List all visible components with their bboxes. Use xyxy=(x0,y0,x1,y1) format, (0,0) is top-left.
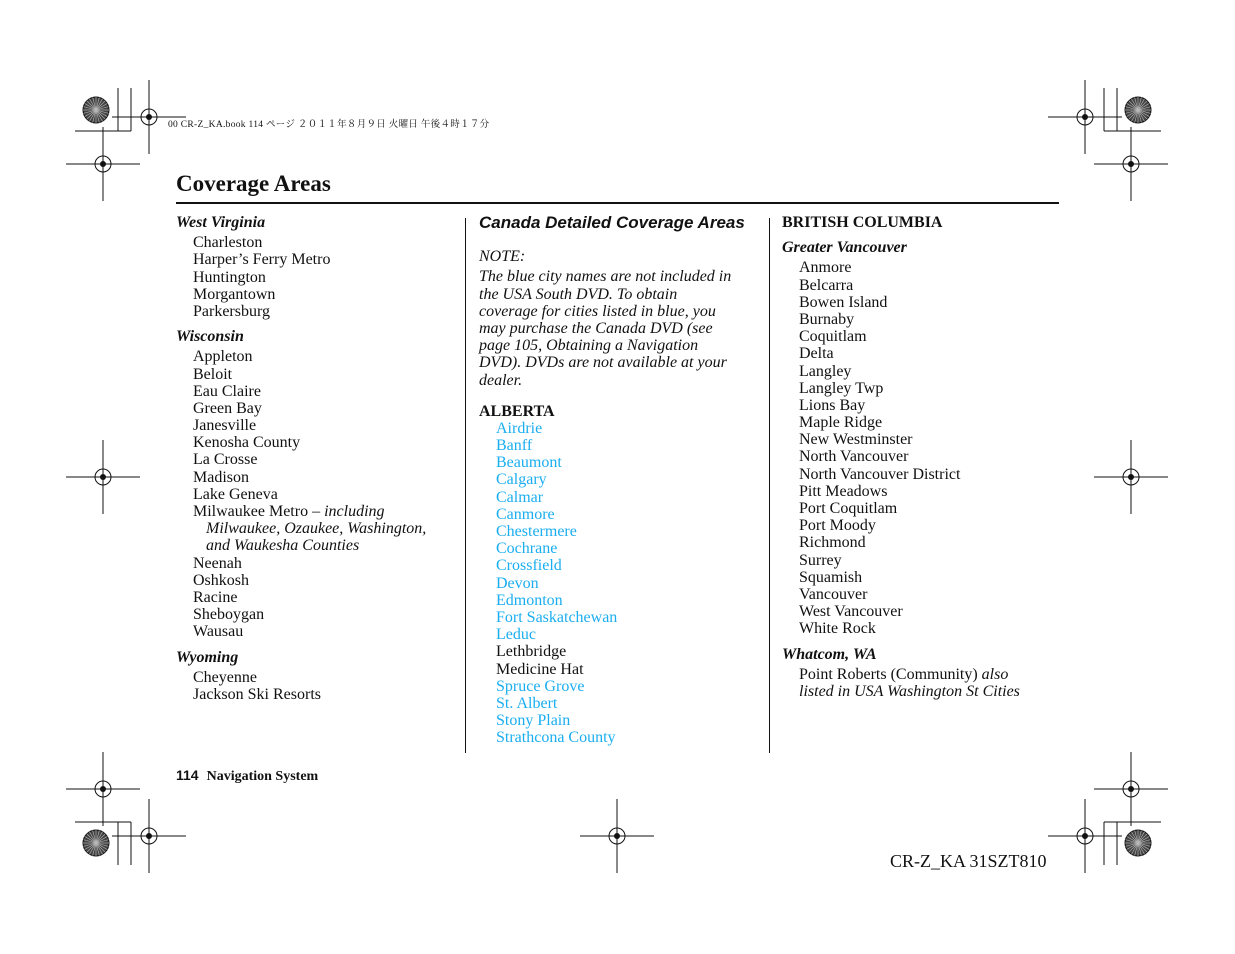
note-text xyxy=(479,372,745,389)
line-note: also xyxy=(981,665,1009,683)
city-item xyxy=(479,437,745,454)
city-item xyxy=(782,620,1020,637)
city-item xyxy=(176,366,426,383)
line-text: Madison xyxy=(193,468,249,486)
title-rule xyxy=(176,202,1059,204)
line-text: Delta xyxy=(799,345,834,363)
city-item xyxy=(782,448,1020,465)
line-text: The blue city names are not included in xyxy=(479,268,732,286)
line-text: White Rock xyxy=(799,620,876,638)
line-text: Anmore xyxy=(799,259,852,277)
line-text: Chestermere xyxy=(496,523,577,540)
line-text: Bowen Island xyxy=(799,293,888,311)
line-text: Huntington xyxy=(193,268,266,286)
city-item xyxy=(479,643,745,660)
line-text: Lake Geneva xyxy=(193,485,278,503)
city-item xyxy=(782,603,1020,620)
city-item xyxy=(782,397,1020,414)
city-item xyxy=(479,661,745,678)
line-text: Crossfield xyxy=(496,557,562,575)
city-item xyxy=(782,483,1020,500)
line-text: Whatcom, WA xyxy=(782,645,877,663)
line-text: Stony Plain xyxy=(496,712,571,730)
line-text: La Crosse xyxy=(193,451,258,469)
line-text: New Westminster xyxy=(799,431,913,449)
line-text: Lions Bay xyxy=(799,396,866,414)
note-label xyxy=(479,248,745,265)
line-text: Janesville xyxy=(193,417,257,435)
line-text: Coquitlam xyxy=(799,328,867,346)
city-item xyxy=(782,277,1020,294)
line-text: the USA South DVD. To obtain xyxy=(479,285,678,303)
city-item xyxy=(782,466,1020,483)
line-text: Beaumont xyxy=(496,454,562,472)
line-text: and Waukesha Counties xyxy=(206,537,360,555)
city-item xyxy=(176,383,426,400)
city-item xyxy=(479,712,745,729)
line-text: Cheyenne xyxy=(193,668,257,686)
column-divider xyxy=(465,218,466,753)
line-text: Parkersburg xyxy=(193,302,271,320)
city-item xyxy=(782,569,1020,586)
city-item xyxy=(782,345,1020,362)
line-text: Airdrie xyxy=(496,419,543,437)
city-item xyxy=(479,471,745,488)
line-text: Milwaukee Metro – xyxy=(193,503,325,520)
city-item xyxy=(176,234,426,251)
city-item xyxy=(782,259,1020,276)
line-text: St. Albert xyxy=(496,694,558,712)
line-text: Spruce Grove xyxy=(496,677,585,695)
province-heading xyxy=(479,403,745,420)
line-text: Beloit xyxy=(193,365,233,383)
line-text: DVD). DVDs are not available at your xyxy=(479,354,727,372)
city-item xyxy=(479,609,745,626)
line-text: Lethbridge xyxy=(496,643,567,661)
section-heading xyxy=(176,214,426,231)
page-footer xyxy=(176,767,318,785)
city-item xyxy=(479,678,745,695)
city-item xyxy=(782,431,1020,448)
line-text: Neenah xyxy=(193,554,242,572)
city-note xyxy=(176,537,426,554)
city-item xyxy=(479,557,745,574)
city-item xyxy=(176,400,426,417)
city-item xyxy=(782,517,1020,534)
city-item xyxy=(176,348,426,365)
line-text: North Vancouver xyxy=(799,448,909,466)
province-heading xyxy=(782,214,1020,231)
city-item xyxy=(479,454,745,471)
line-text: Morgantown xyxy=(193,285,276,303)
city-item xyxy=(479,575,745,592)
section-heading xyxy=(176,649,426,666)
line-text: Oshkosh xyxy=(193,571,250,589)
city-item xyxy=(176,486,426,503)
city-item xyxy=(176,269,426,286)
line-text: Strathcona County xyxy=(496,729,616,747)
line-text: dealer. xyxy=(479,371,523,389)
line-text: Green Bay xyxy=(193,399,262,417)
line-text: Greater Vancouver xyxy=(782,239,907,257)
line-text: listed in USA Washington St Cities xyxy=(799,682,1020,700)
column-alberta xyxy=(479,214,745,746)
city-item xyxy=(782,380,1020,397)
line-text: Calmar xyxy=(496,488,544,506)
city-item xyxy=(782,328,1020,345)
city-item xyxy=(479,489,745,506)
city-item xyxy=(176,669,426,686)
line-text: Jackson Ski Resorts xyxy=(193,685,321,703)
line-text: Milwaukee, Ozaukee, Washington, xyxy=(206,520,427,538)
note-text xyxy=(479,337,745,354)
print-header: 00 CR-Z_KA.book 114 ページ ２０１１年８月９日 火曜日 午後４時１７分 xyxy=(168,120,490,130)
city-item xyxy=(782,666,1020,683)
city-item xyxy=(176,251,426,268)
city-item xyxy=(176,606,426,623)
line-text: ALBERTA xyxy=(479,402,555,420)
page-title: Coverage Areas xyxy=(176,171,331,196)
city-item xyxy=(782,363,1020,380)
line-text: Appleton xyxy=(193,348,253,366)
line-text: Langley xyxy=(799,362,852,380)
city-item xyxy=(176,623,426,640)
line-text: Pitt Meadows xyxy=(799,482,888,500)
line-text: Vancouver xyxy=(799,585,868,603)
line-text: Edmonton xyxy=(496,591,563,609)
line-text: Racine xyxy=(193,588,238,606)
line-text: Belcarra xyxy=(799,276,854,294)
line-text: Maple Ridge xyxy=(799,414,883,432)
note-text xyxy=(479,286,745,303)
city-item xyxy=(176,434,426,451)
line-text: may purchase the Canada DVD (see xyxy=(479,319,713,337)
line-text: Banff xyxy=(496,437,533,455)
city-item xyxy=(176,589,426,606)
line-text: Surrey xyxy=(799,551,842,569)
city-item xyxy=(479,420,745,437)
line-text: Eau Claire xyxy=(193,382,261,400)
city-item xyxy=(782,311,1020,328)
line-text: Wisconsin xyxy=(176,328,244,346)
page-number: 114 xyxy=(176,767,199,783)
city-item xyxy=(479,506,745,523)
column-divider xyxy=(769,218,770,753)
line-text: Canada Detailed Coverage Areas xyxy=(479,213,745,232)
city-item xyxy=(479,729,745,746)
city-item xyxy=(176,572,426,589)
section-heading xyxy=(782,239,1020,256)
doc-code: CR-Z_KA 31SZT810 xyxy=(890,851,1047,871)
city-item xyxy=(479,695,745,712)
city-item xyxy=(479,626,745,643)
line-text: Harper’s Ferry Metro xyxy=(193,251,331,269)
line-text: Point Roberts (Community) xyxy=(799,665,982,683)
city-item xyxy=(176,286,426,303)
line-text: Sheboygan xyxy=(193,606,265,624)
city-item xyxy=(782,294,1020,311)
line-text: Leduc xyxy=(496,626,536,644)
city-note xyxy=(782,683,1020,700)
column-us-states xyxy=(176,214,426,703)
line-text: Fort Saskatchewan xyxy=(496,608,618,626)
line-text: Canmore xyxy=(496,505,555,523)
line-text: Medicine Hat xyxy=(496,660,584,678)
line-text: Richmond xyxy=(799,534,866,552)
city-item xyxy=(176,303,426,320)
city-item xyxy=(176,469,426,486)
line-text: Devon xyxy=(496,574,539,592)
line-text: Port Coquitlam xyxy=(799,500,898,517)
line-text: page 105, Obtaining a Navigation xyxy=(479,337,699,355)
line-text: North Vancouver District xyxy=(799,465,961,483)
line-note: including xyxy=(324,503,385,520)
city-item xyxy=(176,451,426,468)
line-text: NOTE: xyxy=(479,248,526,266)
line-text: Charleston xyxy=(193,234,263,252)
note-text xyxy=(479,268,745,285)
city-item xyxy=(176,417,426,434)
section-heading xyxy=(782,646,1020,663)
line-text: Cochrane xyxy=(496,540,558,558)
section-heading xyxy=(176,328,426,345)
city-note xyxy=(176,520,426,537)
line-text: Wyoming xyxy=(176,648,239,666)
footer-section: Navigation System xyxy=(206,769,319,784)
city-item xyxy=(782,414,1020,431)
line-text: West Vancouver xyxy=(799,603,903,621)
line-text: Calgary xyxy=(496,471,547,489)
line-text: Burnaby xyxy=(799,310,855,328)
city-item xyxy=(176,686,426,703)
note-text xyxy=(479,354,745,371)
line-text: Port Moody xyxy=(799,517,876,535)
city-item xyxy=(782,534,1020,551)
line-text: Kenosha County xyxy=(193,434,301,452)
column-british-columbia xyxy=(782,214,1020,700)
line-text: West Virginia xyxy=(176,214,266,231)
city-item xyxy=(782,552,1020,569)
city-item xyxy=(479,540,745,557)
line-text: Squamish xyxy=(799,568,863,586)
city-item xyxy=(176,503,426,520)
city-item xyxy=(782,500,1020,517)
line-text: coverage for cities listed in blue, you xyxy=(479,302,716,320)
note-text xyxy=(479,303,745,320)
section-title xyxy=(479,214,745,231)
city-item xyxy=(782,586,1020,603)
line-text: Wausau xyxy=(193,623,244,641)
line-text: BRITISH COLUMBIA xyxy=(782,214,943,231)
note-text xyxy=(479,320,745,337)
city-item xyxy=(479,592,745,609)
city-item xyxy=(479,523,745,540)
city-item xyxy=(176,555,426,572)
line-text: Langley Twp xyxy=(799,379,884,397)
